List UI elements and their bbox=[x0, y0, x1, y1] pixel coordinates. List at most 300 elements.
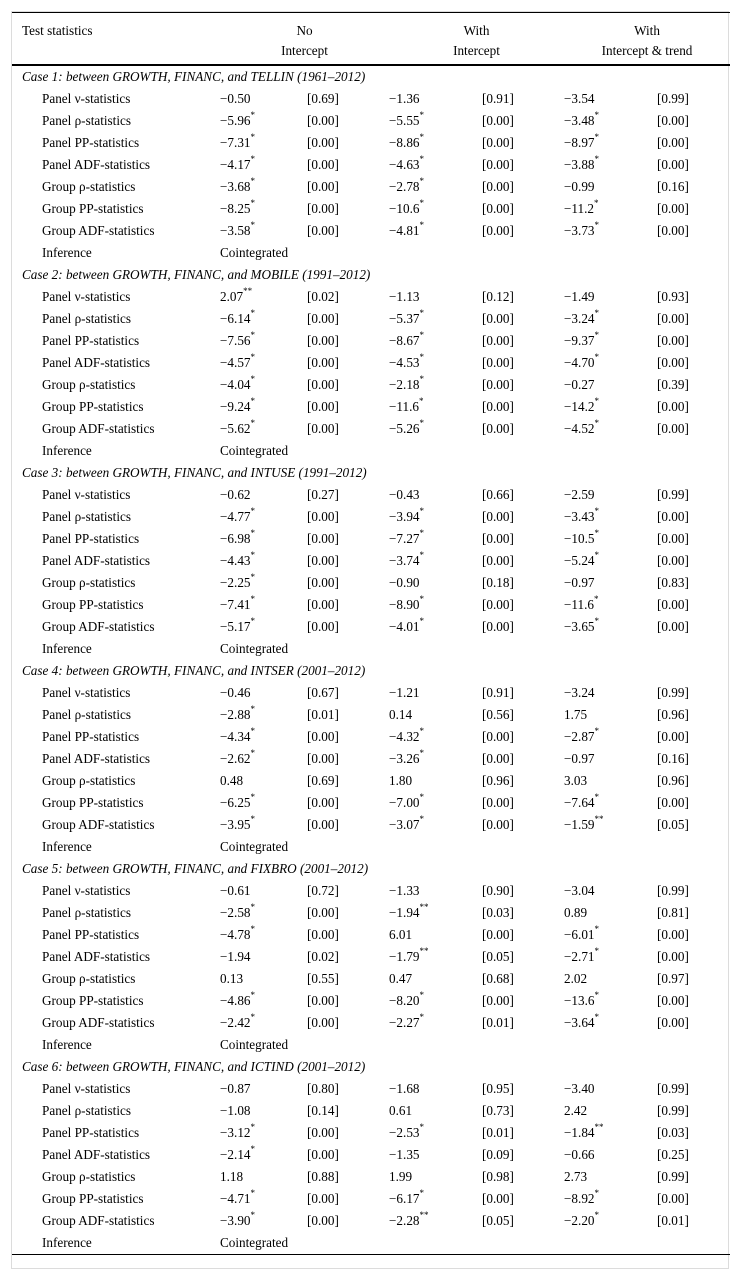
significance-mark: * bbox=[594, 594, 599, 605]
p-value: [0.67] bbox=[307, 684, 339, 700]
stat-value: −1.94 bbox=[389, 904, 420, 920]
significance-mark: * bbox=[594, 154, 600, 165]
stat-value-cell bbox=[564, 616, 657, 638]
significance-mark: * bbox=[594, 110, 600, 121]
significance-mark: * bbox=[250, 616, 256, 627]
table-row bbox=[12, 550, 730, 572]
stat-value-cell bbox=[389, 396, 482, 418]
p-value: [0.01] bbox=[482, 1014, 514, 1030]
stat-value-cell bbox=[389, 1078, 482, 1100]
stat-value: −5.17 bbox=[220, 618, 251, 634]
table-row bbox=[12, 220, 730, 242]
significance-mark: * bbox=[419, 176, 425, 187]
stat-value-cell bbox=[389, 176, 482, 198]
stat-value-cell bbox=[220, 902, 307, 924]
stat-value: −0.87 bbox=[220, 1080, 251, 1096]
stat-value-cell bbox=[220, 484, 307, 506]
stat-value: −4.57 bbox=[220, 354, 251, 370]
stat-value-cell bbox=[220, 1144, 307, 1166]
significance-mark: * bbox=[250, 550, 256, 561]
stat-value: −2.62 bbox=[220, 750, 251, 766]
table-row bbox=[12, 198, 730, 220]
p-value: [0.00] bbox=[482, 156, 514, 172]
cointegration-table bbox=[12, 12, 730, 1255]
significance-mark: * bbox=[250, 924, 256, 935]
row-label: Group ADF-statistics bbox=[42, 618, 155, 634]
stat-value-cell bbox=[220, 528, 307, 550]
p-value: [0.00] bbox=[307, 728, 339, 744]
p-value: [0.00] bbox=[657, 398, 689, 414]
stat-value: 1.18 bbox=[220, 1168, 244, 1184]
significance-mark: * bbox=[594, 1012, 600, 1023]
stat-value-cell bbox=[389, 352, 482, 374]
stat-value-cell bbox=[220, 1122, 307, 1144]
stat-value-cell bbox=[564, 1188, 657, 1210]
stat-value-cell bbox=[389, 1144, 482, 1166]
stat-value-cell bbox=[220, 176, 307, 198]
stat-value-cell bbox=[220, 616, 307, 638]
significance-mark: * bbox=[419, 814, 425, 825]
p-value: [0.68] bbox=[482, 970, 514, 986]
stat-value-cell bbox=[389, 572, 482, 594]
header-with-intercept-trend-line2: Intercept & trend bbox=[601, 43, 693, 58]
p-value: [0.00] bbox=[482, 596, 514, 612]
stat-value-cell bbox=[389, 968, 482, 990]
p-value: [0.00] bbox=[307, 508, 339, 524]
p-value: [0.00] bbox=[657, 310, 689, 326]
stat-value: −3.65 bbox=[564, 618, 595, 634]
p-value: [0.91] bbox=[482, 90, 514, 106]
p-value: [0.00] bbox=[657, 1014, 689, 1030]
inference-row bbox=[12, 836, 730, 858]
stat-value-cell bbox=[564, 220, 657, 242]
stat-value-cell bbox=[220, 154, 307, 176]
row-label: Group PP-statistics bbox=[42, 398, 144, 414]
stat-value: −3.07 bbox=[389, 816, 420, 832]
p-value: [0.00] bbox=[657, 200, 689, 216]
table-row bbox=[12, 352, 730, 374]
p-value: [0.72] bbox=[307, 882, 339, 898]
p-value: [0.00] bbox=[307, 354, 339, 370]
stat-value: −3.73 bbox=[564, 222, 595, 238]
p-value: [0.00] bbox=[307, 420, 339, 436]
significance-mark: * bbox=[419, 418, 425, 429]
p-value: [0.00] bbox=[657, 1190, 689, 1206]
stat-value: −1.49 bbox=[564, 288, 595, 304]
stat-value: 2.42 bbox=[564, 1102, 588, 1118]
stat-value: −2.27 bbox=[389, 1014, 420, 1030]
stat-value: −6.01 bbox=[564, 926, 595, 942]
p-value: [0.39] bbox=[657, 376, 689, 392]
significance-mark: * bbox=[250, 1012, 256, 1023]
row-label: Group ρ-statistics bbox=[42, 1168, 136, 1184]
header-with-intercept-trend bbox=[564, 13, 730, 65]
p-value: [0.09] bbox=[482, 1146, 514, 1162]
table-row bbox=[12, 924, 730, 946]
stat-value: −5.37 bbox=[389, 310, 420, 326]
stat-value: −1.94 bbox=[220, 948, 251, 964]
p-value: [0.00] bbox=[657, 992, 689, 1008]
significance-mark: * bbox=[250, 396, 256, 407]
p-value: [0.00] bbox=[307, 1146, 339, 1162]
inference-label: Inference bbox=[42, 442, 92, 458]
p-value: [0.02] bbox=[307, 288, 339, 304]
stat-value-cell bbox=[564, 1100, 657, 1122]
stat-value: 0.89 bbox=[564, 904, 588, 920]
row-label: Group PP-statistics bbox=[42, 596, 144, 612]
stat-value-cell bbox=[564, 814, 657, 836]
significance-mark: ** bbox=[594, 1122, 604, 1133]
stat-value-cell bbox=[220, 924, 307, 946]
header-with-intercept-line1: With bbox=[463, 23, 490, 38]
stat-value: −0.90 bbox=[389, 574, 420, 590]
inference-row bbox=[12, 1232, 730, 1255]
table-row bbox=[12, 594, 730, 616]
table-row bbox=[12, 968, 730, 990]
stat-value: −2.59 bbox=[564, 486, 595, 502]
header-no-intercept bbox=[220, 13, 389, 65]
header-no-intercept-line2: Intercept bbox=[281, 43, 328, 58]
stat-value: −1.08 bbox=[220, 1102, 251, 1118]
stat-value: −7.56 bbox=[220, 332, 251, 348]
p-value: [0.00] bbox=[657, 332, 689, 348]
stat-value-cell bbox=[564, 946, 657, 968]
stat-value: −3.58 bbox=[220, 222, 251, 238]
stat-value-cell bbox=[389, 308, 482, 330]
stat-value: −4.63 bbox=[389, 156, 420, 172]
stat-value: −13.6 bbox=[564, 992, 595, 1008]
stat-value: −11.6 bbox=[564, 596, 595, 612]
row-label: Group ADF-statistics bbox=[42, 1014, 155, 1030]
table-row bbox=[12, 792, 730, 814]
significance-mark: * bbox=[250, 902, 256, 913]
stat-value: −4.78 bbox=[220, 926, 251, 942]
stat-value-cell bbox=[389, 924, 482, 946]
inference-label: Inference bbox=[42, 838, 92, 854]
p-value: [0.00] bbox=[657, 552, 689, 568]
stat-value: −2.58 bbox=[220, 904, 251, 920]
stat-value-cell bbox=[220, 1188, 307, 1210]
p-value: [0.16] bbox=[657, 750, 689, 766]
stat-value-cell bbox=[389, 550, 482, 572]
case-header-row bbox=[12, 1056, 730, 1078]
stat-value: −8.90 bbox=[389, 596, 420, 612]
p-value: [0.00] bbox=[307, 398, 339, 414]
stat-value: 6.01 bbox=[389, 926, 413, 942]
stat-value: 0.47 bbox=[389, 970, 413, 986]
significance-mark: * bbox=[419, 792, 425, 803]
significance-mark: * bbox=[419, 1012, 425, 1023]
case-title: Case 5: between GROWTH, FINANC, and FIXBRO (2001–2012) bbox=[22, 860, 369, 876]
p-value: [0.00] bbox=[307, 750, 339, 766]
stat-value-cell bbox=[389, 726, 482, 748]
p-value: [0.00] bbox=[482, 530, 514, 546]
p-value: [0.99] bbox=[657, 1168, 689, 1184]
significance-mark: * bbox=[419, 550, 425, 561]
p-value: [0.00] bbox=[307, 574, 339, 590]
p-value: [0.99] bbox=[657, 1080, 689, 1096]
stat-value-cell bbox=[564, 726, 657, 748]
significance-mark: ** bbox=[419, 946, 429, 957]
table-row bbox=[12, 1122, 730, 1144]
stat-value-cell bbox=[564, 770, 657, 792]
stat-value-cell bbox=[564, 1166, 657, 1188]
row-label: Group ADF-statistics bbox=[42, 1212, 155, 1228]
stat-value: −4.04 bbox=[220, 376, 251, 392]
stat-value-cell bbox=[564, 594, 657, 616]
significance-mark: * bbox=[250, 506, 256, 517]
stat-value-cell bbox=[220, 1210, 307, 1232]
table-row bbox=[12, 682, 730, 704]
stat-value-cell bbox=[389, 220, 482, 242]
stat-value: −1.84 bbox=[564, 1124, 595, 1140]
p-value: [0.01] bbox=[482, 1124, 514, 1140]
p-value: [0.00] bbox=[307, 200, 339, 216]
stat-value-cell bbox=[564, 704, 657, 726]
stat-value: −10.6 bbox=[389, 200, 420, 216]
stat-value-cell bbox=[564, 396, 657, 418]
stat-value-cell bbox=[389, 88, 482, 110]
header-with-intercept-trend-line1: With bbox=[634, 23, 660, 38]
significance-mark: * bbox=[419, 220, 425, 231]
stat-value-cell bbox=[220, 748, 307, 770]
p-value: [0.00] bbox=[307, 794, 339, 810]
stat-value: −0.46 bbox=[220, 684, 251, 700]
stat-value-cell bbox=[564, 528, 657, 550]
stat-value-cell bbox=[564, 1144, 657, 1166]
stat-value: −4.70 bbox=[564, 354, 595, 370]
header-with-intercept bbox=[389, 13, 564, 65]
stat-value: −8.20 bbox=[389, 992, 420, 1008]
stat-value-cell bbox=[220, 1078, 307, 1100]
p-value: [0.69] bbox=[307, 90, 339, 106]
stat-value-cell bbox=[564, 792, 657, 814]
stat-value: 0.48 bbox=[220, 772, 244, 788]
table-row bbox=[12, 990, 730, 1012]
p-value: [0.99] bbox=[657, 486, 689, 502]
stat-value: −8.92 bbox=[564, 1190, 595, 1206]
row-label: Panel ADF-statistics bbox=[42, 948, 151, 964]
significance-mark: ** bbox=[243, 286, 253, 297]
p-value: [0.00] bbox=[307, 552, 339, 568]
p-value: [0.00] bbox=[307, 376, 339, 392]
stat-value: −3.24 bbox=[564, 310, 595, 326]
p-value: [0.00] bbox=[657, 926, 689, 942]
stat-value: −3.24 bbox=[564, 684, 595, 700]
significance-mark: ** bbox=[419, 1210, 429, 1221]
stat-value-cell bbox=[389, 880, 482, 902]
p-value: [0.00] bbox=[657, 618, 689, 634]
table-row bbox=[12, 1012, 730, 1034]
p-value: [0.97] bbox=[657, 970, 689, 986]
stat-value: 0.61 bbox=[389, 1102, 413, 1118]
stat-value-cell bbox=[389, 1210, 482, 1232]
p-value: [0.00] bbox=[482, 992, 514, 1008]
row-label: Panel ν-statistics bbox=[42, 882, 131, 898]
p-value: [0.00] bbox=[482, 310, 514, 326]
table-row bbox=[12, 330, 730, 352]
stat-value-cell bbox=[564, 572, 657, 594]
p-value: [0.00] bbox=[482, 200, 514, 216]
p-value: [0.00] bbox=[307, 596, 339, 612]
stat-value: −3.48 bbox=[564, 112, 595, 128]
stat-value-cell bbox=[220, 396, 307, 418]
row-label: Panel PP-statistics bbox=[42, 134, 140, 150]
table-row bbox=[12, 110, 730, 132]
stat-value: −2.87 bbox=[564, 728, 595, 744]
significance-mark: * bbox=[250, 220, 256, 231]
stat-value: −3.40 bbox=[564, 1080, 595, 1096]
stat-value: −5.62 bbox=[220, 420, 251, 436]
table-row bbox=[12, 396, 730, 418]
inference-label: Inference bbox=[42, 244, 92, 260]
case-title: Case 6: between GROWTH, FINANC, and ICTIND (2001–2012) bbox=[22, 1058, 366, 1074]
stat-value: −0.97 bbox=[564, 574, 595, 590]
stat-value: −4.86 bbox=[220, 992, 251, 1008]
significance-mark: * bbox=[250, 748, 256, 759]
case-header-row bbox=[12, 462, 730, 484]
stat-value: 2.02 bbox=[564, 970, 588, 986]
significance-mark: * bbox=[250, 198, 256, 209]
stat-value: −0.62 bbox=[220, 486, 251, 502]
stat-value-cell bbox=[220, 286, 307, 308]
stat-value-cell bbox=[389, 594, 482, 616]
significance-mark: * bbox=[250, 594, 256, 605]
stat-value: −4.71 bbox=[220, 1190, 251, 1206]
stat-value: −4.53 bbox=[389, 354, 420, 370]
stat-value-cell bbox=[220, 198, 307, 220]
p-value: [0.00] bbox=[307, 816, 339, 832]
significance-mark: * bbox=[419, 308, 425, 319]
p-value: [0.00] bbox=[657, 948, 689, 964]
stat-value-cell bbox=[564, 110, 657, 132]
p-value: [0.00] bbox=[482, 1190, 514, 1206]
stat-value-cell bbox=[389, 110, 482, 132]
stat-value: 1.75 bbox=[564, 706, 588, 722]
case-title: Case 4: between GROWTH, FINANC, and INTSER (2001–2012) bbox=[22, 662, 366, 678]
stat-value-cell bbox=[389, 330, 482, 352]
stat-value-cell bbox=[220, 1100, 307, 1122]
stat-value: −7.27 bbox=[389, 530, 420, 546]
inference-row bbox=[12, 1034, 730, 1056]
stat-value-cell bbox=[220, 990, 307, 1012]
table-row bbox=[12, 1078, 730, 1100]
p-value: [0.91] bbox=[482, 684, 514, 700]
stat-value-cell bbox=[220, 704, 307, 726]
header-with-intercept-line2: Intercept bbox=[453, 43, 500, 58]
stat-value-cell bbox=[389, 704, 482, 726]
stat-value-cell bbox=[564, 198, 657, 220]
table-row bbox=[12, 572, 730, 594]
inference-value: Cointegrated bbox=[220, 1036, 289, 1052]
significance-mark: * bbox=[250, 528, 256, 539]
inference-row bbox=[12, 440, 730, 462]
stat-value: 2.07 bbox=[220, 288, 244, 304]
row-label: Panel ν-statistics bbox=[42, 684, 131, 700]
stat-value: −8.25 bbox=[220, 200, 251, 216]
stat-value: −2.14 bbox=[220, 1146, 251, 1162]
table-header bbox=[12, 13, 730, 65]
p-value: [0.00] bbox=[307, 332, 339, 348]
stat-value-cell bbox=[220, 220, 307, 242]
row-label: Panel PP-statistics bbox=[42, 1124, 140, 1140]
case-header-row bbox=[12, 264, 730, 286]
stat-value: −0.61 bbox=[220, 882, 251, 898]
stat-value: −2.53 bbox=[389, 1124, 420, 1140]
significance-mark: * bbox=[250, 1122, 256, 1133]
significance-mark: * bbox=[594, 990, 600, 1001]
table-row bbox=[12, 154, 730, 176]
stat-value: 0.14 bbox=[389, 706, 413, 722]
stat-value: −2.71 bbox=[564, 948, 595, 964]
p-value: [0.55] bbox=[307, 970, 339, 986]
stat-value: −0.43 bbox=[389, 486, 420, 502]
stat-value: 1.99 bbox=[389, 1168, 413, 1184]
p-value: [0.00] bbox=[482, 178, 514, 194]
stat-value-cell bbox=[564, 308, 657, 330]
stat-value: −9.37 bbox=[564, 332, 595, 348]
p-value: [0.01] bbox=[307, 706, 339, 722]
row-label: Panel ADF-statistics bbox=[42, 156, 151, 172]
p-value: [0.00] bbox=[482, 222, 514, 238]
row-label: Panel ADF-statistics bbox=[42, 354, 151, 370]
row-label: Group PP-statistics bbox=[42, 200, 144, 216]
p-value: [0.00] bbox=[307, 112, 339, 128]
p-value: [0.00] bbox=[482, 112, 514, 128]
stat-value-cell bbox=[564, 968, 657, 990]
row-label: Group ρ-statistics bbox=[42, 574, 136, 590]
p-value: [0.00] bbox=[482, 728, 514, 744]
row-label: Panel PP-statistics bbox=[42, 332, 140, 348]
p-value: [0.00] bbox=[307, 222, 339, 238]
row-label: Panel ν-statistics bbox=[42, 288, 131, 304]
p-value: [0.00] bbox=[482, 794, 514, 810]
case-title: Case 2: between GROWTH, FINANC, and MOBILE (1991–2012) bbox=[22, 266, 371, 282]
stat-value: −4.43 bbox=[220, 552, 251, 568]
row-label: Panel ρ-statistics bbox=[42, 1102, 131, 1118]
stat-value-cell bbox=[564, 748, 657, 770]
significance-mark: * bbox=[250, 990, 256, 1001]
stat-value: −0.97 bbox=[564, 750, 595, 766]
p-value: [0.80] bbox=[307, 1080, 339, 1096]
stat-value-cell bbox=[389, 1122, 482, 1144]
p-value: [0.88] bbox=[307, 1168, 339, 1184]
p-value: [0.05] bbox=[482, 948, 514, 964]
p-value: [0.00] bbox=[657, 134, 689, 150]
case-header-row bbox=[12, 660, 730, 682]
table-row bbox=[12, 880, 730, 902]
p-value: [0.81] bbox=[657, 904, 689, 920]
significance-mark: * bbox=[250, 352, 256, 363]
significance-mark: * bbox=[250, 1144, 256, 1155]
table-row bbox=[12, 1100, 730, 1122]
p-value: [0.03] bbox=[482, 904, 514, 920]
table-row bbox=[12, 308, 730, 330]
p-value: [0.00] bbox=[657, 354, 689, 370]
stat-value-cell bbox=[220, 1166, 307, 1188]
stat-value: −9.24 bbox=[220, 398, 251, 414]
p-value: [0.99] bbox=[657, 90, 689, 106]
p-value: [0.99] bbox=[657, 882, 689, 898]
stat-value: 3.03 bbox=[564, 772, 588, 788]
stat-value-cell bbox=[564, 154, 657, 176]
inference-value: Cointegrated bbox=[220, 838, 289, 854]
stat-value: −8.67 bbox=[389, 332, 420, 348]
stat-value: −1.36 bbox=[389, 90, 420, 106]
p-value: [0.16] bbox=[657, 178, 689, 194]
table-row bbox=[12, 1188, 730, 1210]
p-value: [0.90] bbox=[482, 882, 514, 898]
